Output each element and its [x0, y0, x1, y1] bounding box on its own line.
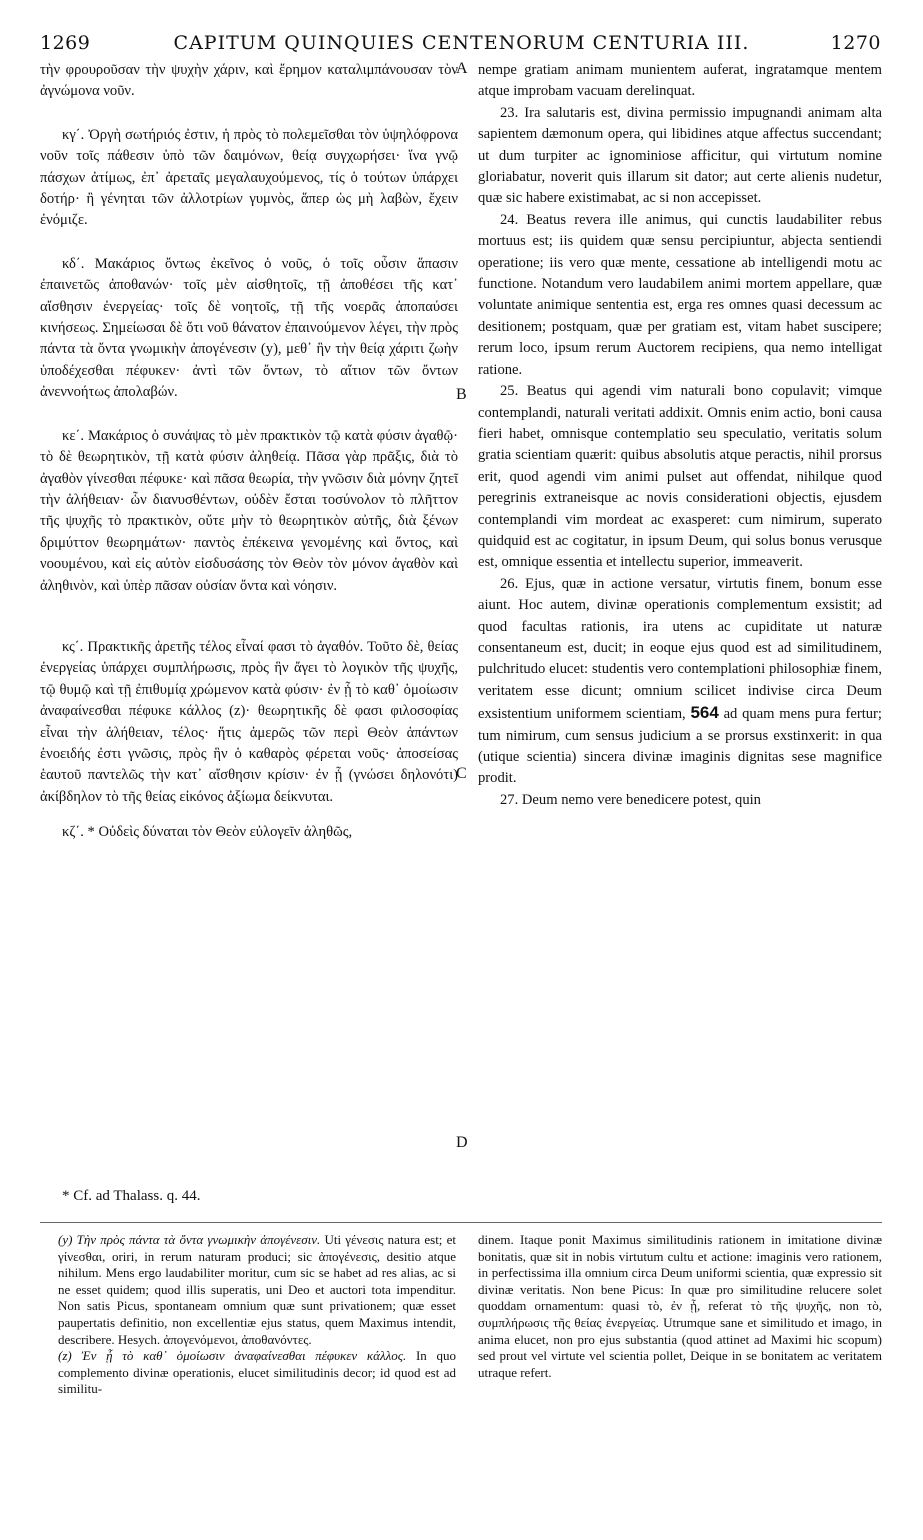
footnote-reference: * Cf. ad Thalass. q. 44. [62, 1188, 201, 1204]
latin-column [478, 60, 882, 811]
margin-marker-c: C [456, 765, 467, 782]
latin-paragraph: 25. Beatus qui agendi vim naturali bono copulavit; vimque contemplandi, naturali veritati addixit. Omnis enim actio, boni causa fieri habet, omnisque contemplatio seu speculatio, veritatis solum gratia scientiam quærit: quibus absolutis atque peractis, nihil prorsus erit, quod agendi vim animi pulset aut offendat, nihilque quod peregrinis extraneisque ac novis considerationi objectis, ejusdem contemplandi vim mordeat ac exasperet: cum nimirum, superato quidquid est ac cogitatur, in ipsum Deum, qui solus bonus verusque est, omnique essentia et intellectu superior, immeaverit. [478, 383, 882, 571]
greek-paragraph: κγ΄. Ὀργὴ σωτήριός ἐστιν, ἡ πρὸς τὸ πολεμεῖσθαι τὸν ὑψηλόφρονα νοῦν τοῖς πάθεσιν ὑπὸ τῶν δαιμόνων, θείᾳ συγχωρήσει· ἵνα γνῷ πάσχων ἀτίμως, ἐπ᾽ ἀρεταῖς μεγαλαυχούμενος, τίς ὁ τούτων ὑπάρχει δοτήρ· ἢ γένηται τῶν ἀλλοτρίων γυμνὸς, ἅπερ ὡς μὴ λαβὼν, ἔχειν ἐνόμιζε. [40, 126, 458, 229]
note-lemma: (y) Τὴν πρὸς πάντα τὰ ὄντα γνωμικὴν ἀπογένεσιν. [58, 1232, 321, 1247]
greek-paragraph: κς΄. Πρακτικῆς ἀρετῆς τέλος εἶναί φασι τὸ ἀγαθόν. Τοῦτο δὲ, θείας ἐνεργείας ὑπάρχει συμπλήρωσις, πρὸς ἣν ἄγει τὸ λογικὸν τῆς ψυχῆς, τῷ θυμῷ καὶ τῇ ἐπιθυμίᾳ χρώμενον κατὰ φύσιν· ἐν ᾗ τὸ καθ᾽ ὁμοίωσιν ἀναφαίνεσθαι πέφυκε κάλλος (z)· θεωρητικῆς δὲ φασι φιλοσοφίας εἶναι τὴν ἀλήθειαν, τέλος· ἥτις ἀμερῶς τῶν περὶ Θεὸν ἁπάντων ἑνοειδής ἐστι γνῶσις, πρὸς ἣν ὁ καθαρὸς φέρεται νοῦς· ἀποσείσας ἑαυτοῦ παντελῶς τὴν κατ᾽ αἴσθησιν κρίσιν· ἐν ᾗ (γνώσει δηλονότι) ἀκίβδηλον τὸ τῆς θείας εἰκόνος ἀξίωμα δείκνυται. [40, 638, 458, 805]
page-number-right: 1270 [830, 32, 881, 54]
column-number-mark: 564 [690, 703, 719, 723]
notes-right-column [478, 1232, 882, 1381]
latin-text: 26. Ejus, quæ in actione versatur, virtutis finem, bonum esse aiunt. Hoc autem, divinæ operationis complementum exsistit; ad quod facultas rationis, ira utens ac cupiditate ut naturæ consentaneum est, ducit; in eoque ejus quod est ad similitudinem, pulchritudo elucet: studentis vero contemplationi philosophiæ finem, veritatem esse dicunt; omnium scilicet indivise circa Deum exsistentium uniformem scientiam, [478, 575, 882, 723]
notes-left-column [58, 1232, 456, 1398]
latin-paragraph [478, 574, 882, 790]
greek-paragraph: κδ΄. Μακάριος ὄντως ἐκεῖνος ὁ νοῦς, ὁ τοῖς οὖσιν ἅπασιν ἐπαινετῶς ἀποθανών· τοῖς μὲν αἰσθητοῖς, τῇ ἀποθέσει τῆς κατ᾽ αἴσθησιν ἐνεργείας· τοῖς δὲ νοητοῖς, τῇ τῆς νοερᾶς ἀποπαύσει κινήσεως. Σημείωσαι δὲ ὅτι νοῦ θάνατον ἐπαινούμενον λέγει, τὴν πρὸς πάντα τὰ ὄντα γνωμικὴν ἀπογένεσιν (y), μεθ᾽ ἣν τὴν θείᾳ χάριτι ζωὴν ὑποδέχεσθαι πέφυκεν· ἀντὶ τῶν ὄντων, τὸ αἴτιον τῶν ὄντων ἀνεννοήτως ἀπολαβών. [40, 255, 458, 401]
page-number-left: 1269 [40, 32, 91, 54]
latin-paragraph: 27. Deum nemo vere benedicere potest, quin [500, 791, 761, 808]
note-text: Uti γένεσις natura est; et γίνεσθαι, oriri, in rerum naturam produci; sic ἀπογένεσις, desitio atque nihilum. Mens ergo laudabiliter moritur, cum sic se habet ad res alias, ac si ne esset quidem; quod illis superatis, uni Deo et auctori tota impenditur. Non satis Picus, spontaneam omnium quæ sunt privationem; quæ esset paupertatis definitio, non excellentiæ ejus status, quem Maximus intendit, describere. Hesych. ἀπογενόμενοι, ἀποθανόντες. [58, 1232, 456, 1347]
running-title: CAPITUM QUINQUIES CENTENORUM CENTURIA III. [173, 32, 750, 54]
latin-paragraph: 24. Beatus revera ille animus, qui cunctis laudabiliter rebus mortuus est; iis quidem quæ sensu percipiuntur, abjecta sentiendi operatione; iis vero quæ mente, cessatione ab intelligendi motu ac functione. Notandum vero laudabilem animi mortem appellare, quæ voluntate animique sententia est, erga res omnes quasi decessum ac desitionem; postquam, quæ per gratiam est, vitam habet suscipere; rerum loco, ipsum rerum Auctorem recipiens, qua nemo intelligat ratione. [478, 211, 882, 378]
greek-paragraph: κε΄. Μακάριος ὁ συνάψας τὸ μὲν πρακτικὸν τῷ κατὰ φύσιν ἀγαθῷ· τὸ δὲ θεωρητικὸν, τῇ κατὰ φύσιν ἀληθείᾳ. Πᾶσα γὰρ πρᾶξις, διὰ τὸ ἀγαθὸν γίνεσθαι πέφυκε· καὶ πᾶσα θεωρία, τὴν γνῶσιν διὰ μόνην ζητεῖ τὴν ἀλήθειαν· ὧν διανυσθέντων, οὐδὲν ἔσται τοσύνολον τὸ πλῆττον τῆς ψυχῆς τὸ πρακτικὸν, οὔτε μὴν τὸ θεωρητικὸν αὐτῆς, διὰ ξένων δριμύττον θεωρημάτων· παντὸς ἐπέκεινα γενομένης καὶ ὄντος, καὶ νοουμένου, καὶ εἰς αὐτὸν εἰσδυσάσης τὸν Θεὸν τὸν μόνον ἀγαθὸν καὶ ἀληθινὸν, καὶ ὑπὲρ πᾶσαν οὐσίαν ὄντα καὶ νόησιν. [40, 427, 458, 594]
margin-marker-b: B [456, 386, 467, 403]
notes-divider [40, 1222, 882, 1223]
latin-paragraph: nempe gratiam animam munientem auferat, ingratamque mentem atque improbam vacuam derelinquat. [478, 62, 882, 100]
greek-column [40, 60, 458, 844]
margin-marker-d: D [456, 1134, 468, 1151]
margin-marker-a: A [456, 60, 468, 77]
note-lemma: (z) Ἐν ᾗ τὸ καθ᾽ ὁμοίωσιν ἀναφαίνεσθαι πέφυκεν κάλλος. [58, 1348, 407, 1364]
latin-paragraph: 23. Ira salutaris est, divina permissio impugnandi animam alta sapientem dæmonum opera, qui libidines atque affectus succendant; ut dum turpiter ac ignominiose afficitur, qui virtutum nomine gloriabatur, noverit quis illarum sit dator; aut certe alienis nudetur, quæ sic habere existimabat, ac si non accepisset. [478, 104, 882, 207]
note-continuation: dinem. Itaque ponit Maximus similitudinis rationem in imitatione divinæ bonitatis, quæ sit in nobis virtutum cultu et actione: imaginis vero rationem, in perfectissima illa omnium circa Deum uniformi scientia, quæ expressio sit divinæ veritatis. Non bene Picus: In quæ pro similitudine relucere solet quoddam ornamentum: quasi τὸ, ἐν ᾗ, referat τὸ τῆς ψυχῆς, non τὸ, συμπλήρωσις τῆς θείας ἐνεργείας. Utrumque sane et similitudo et imago, in anima elucet, non pro ejus substantia (quod attinet ad Maximi hic scopum) sed prout vel virtute vel scientia pollet, Deique in se bonitatem ac veritatem utraque refert. [478, 1232, 882, 1380]
greek-paragraph: κζ΄. * Οὐδεὶς δύναται τὸν Θεὸν εὐλογεῖν ἀληθῶς, [62, 824, 353, 841]
note-text: In quo complemento divinæ operationis, elucet similitudinis decor; id quod est ad similitu- [58, 1348, 456, 1397]
greek-paragraph: τὴν φρουροῦσαν τὴν ψυχὴν χάριν, καὶ ἔρημον καταλιμπάνουσαν τὸν ἀγνώμονα νοῦν. [40, 62, 458, 100]
note-y [58, 1232, 456, 1348]
latin-text: ad quam mens pura fertur; tum nimirum, cum sensus judicium a se prorsus exstinxerit: in qua (utique scientia) sincera divinæ imaginis dignitas sese magnifice prodit. [478, 706, 882, 787]
note-z [58, 1348, 456, 1398]
